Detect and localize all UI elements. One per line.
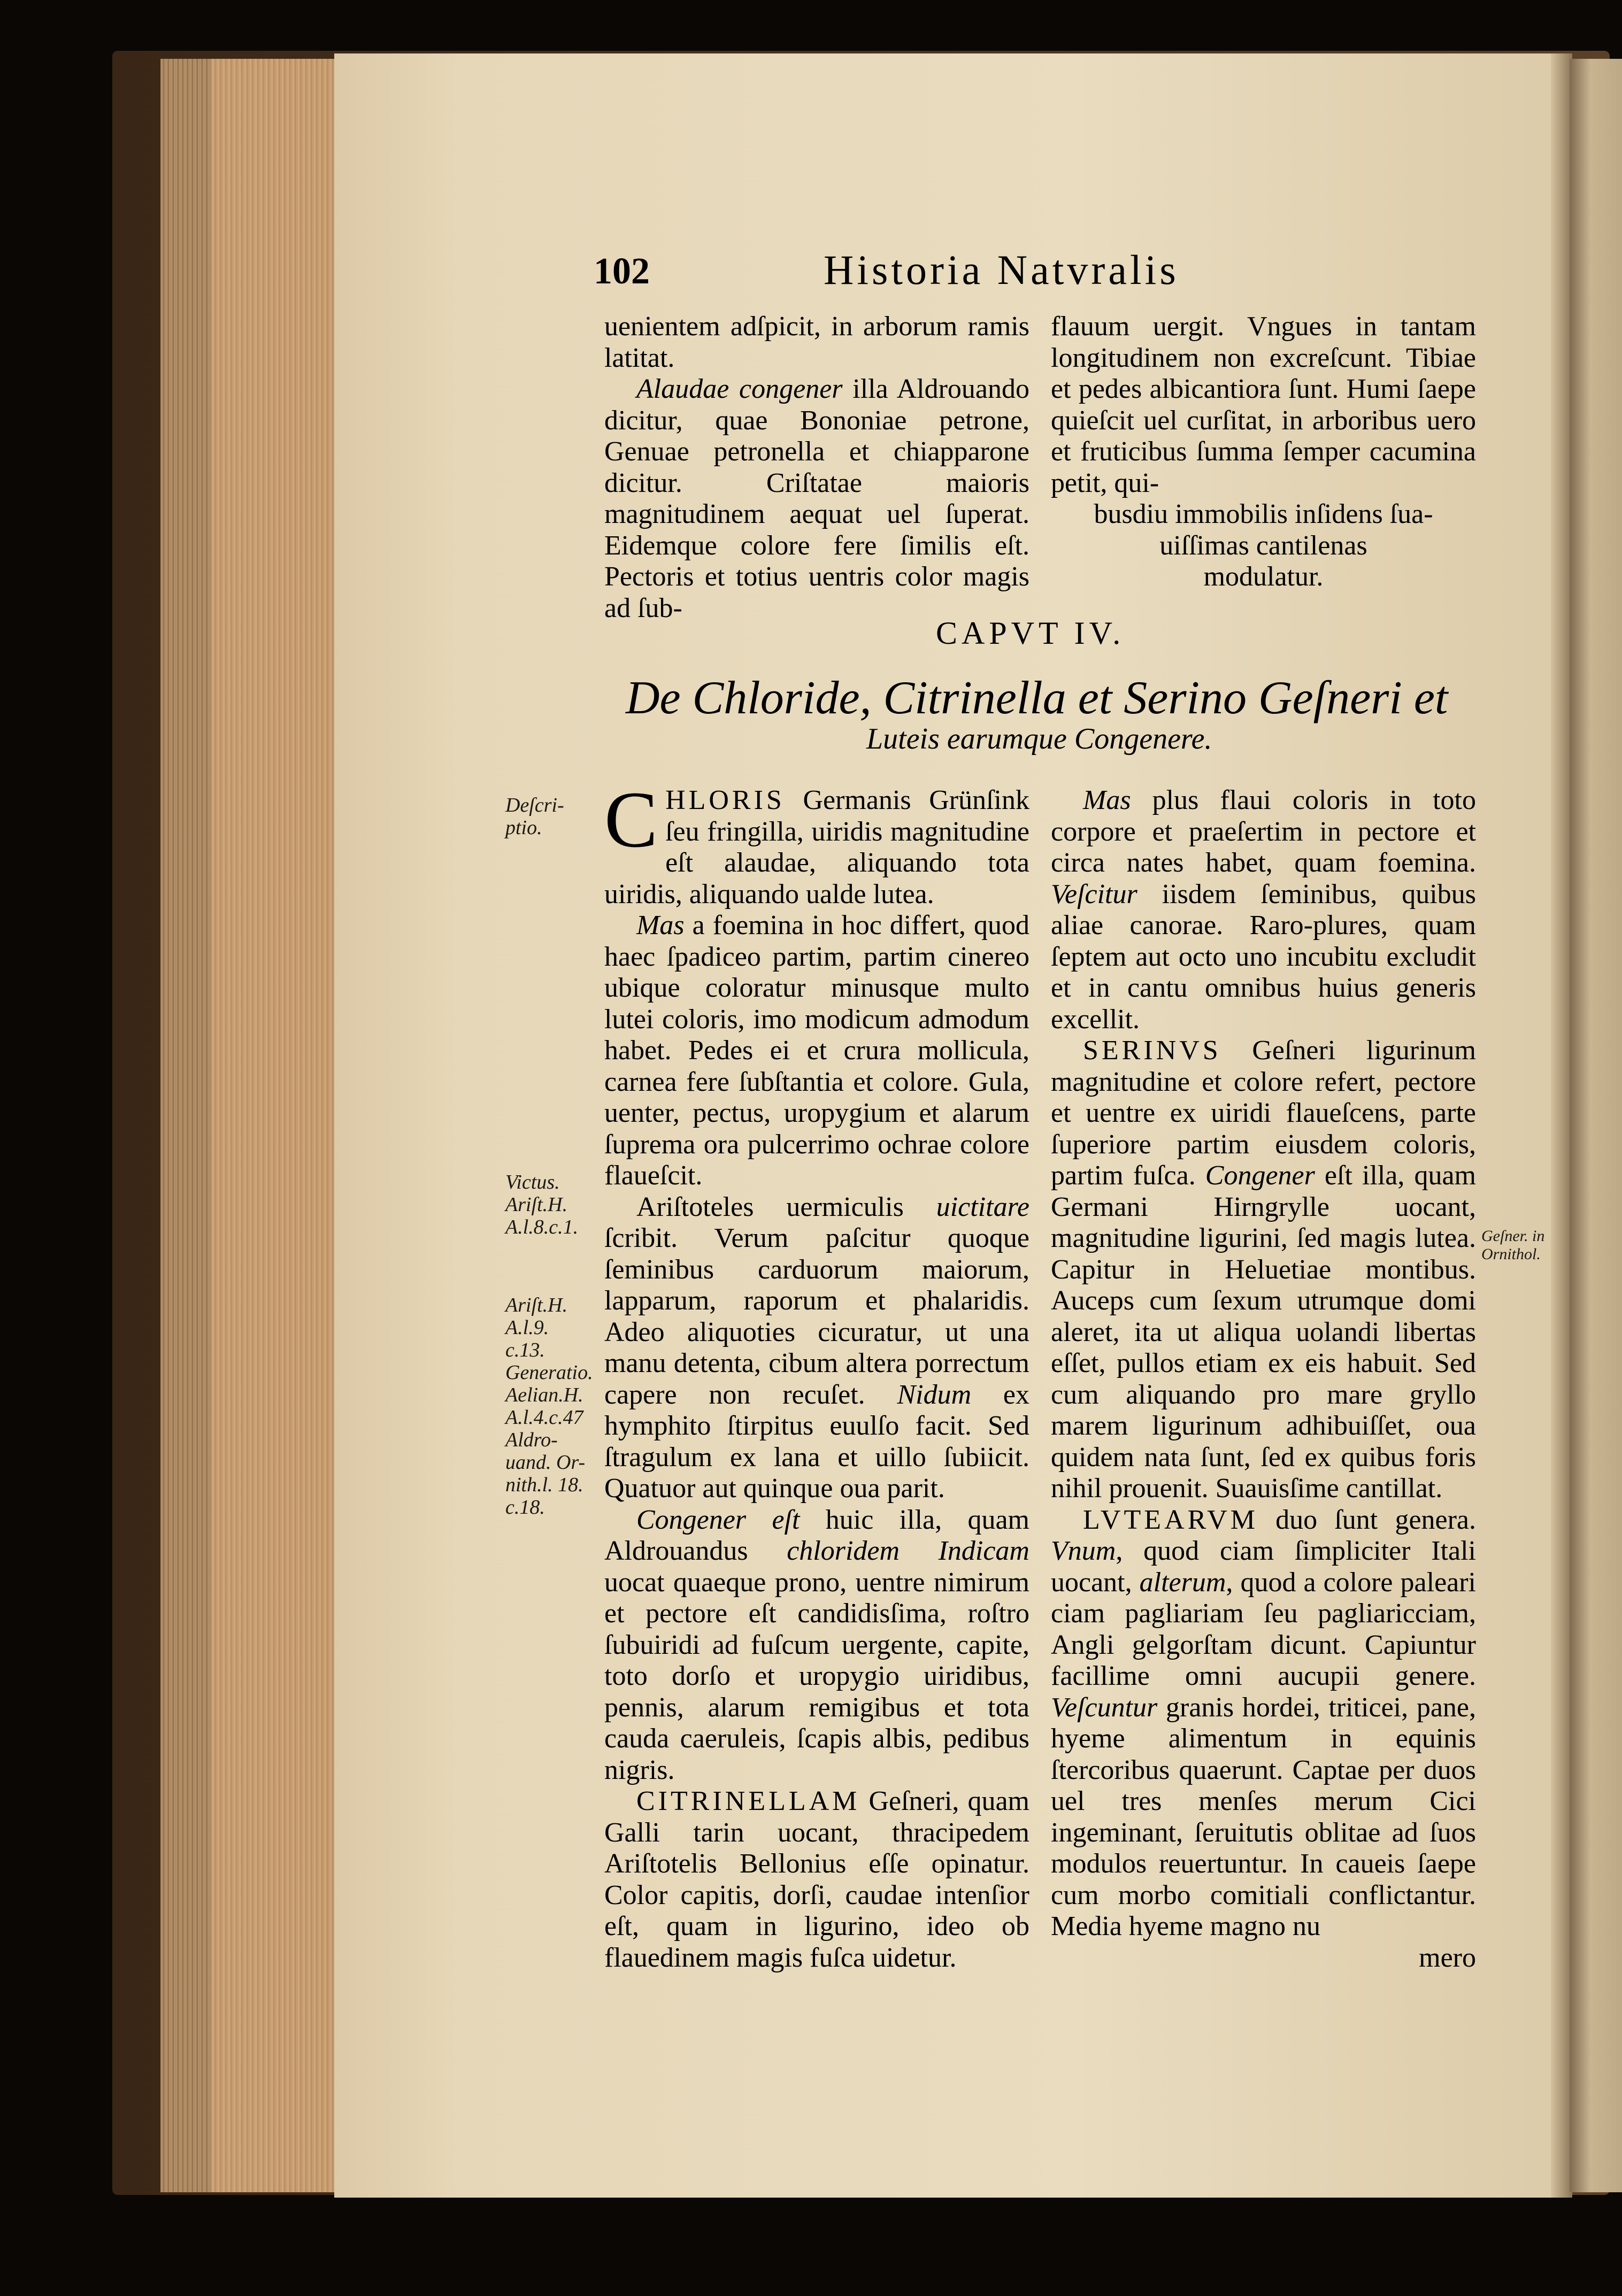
left-column (604, 775, 1029, 1974)
small-caps: SERINVS (1083, 1035, 1221, 1066)
text: , quod a colore paleari ciam pagliariam ſeu pagliaricciam, Angli gelgorſtam dicunt. Capiuntur facillime omni aucupii genere. (1051, 1567, 1476, 1691)
margin-line: Deſcri- (505, 794, 564, 816)
small-caps: CITRINELLAM (636, 1786, 860, 1816)
chapter-subtitle: Luteis earumque Congenere. (866, 722, 1212, 756)
text: plus flaui coloris in toto corpore et praeſertim in pectore et circa nates habet, quam foemina. (1051, 785, 1476, 878)
paragraph-text: Germanis Grünſink ſeu fringilla, uiridis magnitudine eſt alaudae, aliquando tota uiridis, aliquando ualde lutea. (604, 785, 1029, 910)
lead-term: Alaudae congener (636, 374, 843, 404)
italic: Nidum (897, 1379, 972, 1410)
text: , quod ciam ſimpliciter Itali uocant, (1051, 1536, 1476, 1598)
italic: chloridem Indicam (787, 1536, 1029, 1566)
text: uocat quaeque prono, uentre nimirum et pectore eſt candidisſima, roſtro ſubuiridi ad fuſcum uergente, capite, toto dorſo et uropygio uiridibus, pennis, alarum remigibus et tota cauda caeruleis, ſcapis albis, pedibus nigris. (604, 1567, 1029, 1785)
text: eſt illa, quam Germani Hirngrylle uocant, magnitudine ligurini, ſed magis lutea. Capitur in Heluetiae montibus. Auceps cum ſexum utrumque domi aleret, ita ut aliqua uolandi libertas eſſet, pullos etiam ex eis habuit. Sed cum aliquando pro mare gryllo marem ligurinum adhibuiſſet, oua quidem nata ſunt, ſed ex quibus foris nihil prouenit. Suauisſime cantillat. (1051, 1160, 1476, 1504)
facing-page-edge (1570, 59, 1622, 2192)
margin-line: ptio. (505, 816, 542, 839)
paragraph (604, 910, 1029, 1192)
paragraph (604, 1786, 1029, 1974)
margin-line: Geſner. in (1481, 1227, 1545, 1245)
text: huic illa, quam Aldrouandus (604, 1504, 1029, 1566)
text: Geſneri ligurinum magnitudine et colore refert, pectore et uentre ex uiridi flaueſcens, parte ſuperiore partim eiusdem coloris, partim fuſca. (1051, 1035, 1476, 1191)
margin-note (1481, 1227, 1544, 1263)
margin-line: c.13. (505, 1339, 545, 1361)
drop-cap: C (604, 775, 658, 864)
italic: Congener (1205, 1160, 1315, 1191)
paragraph-text: Geſneri, quam Galli tarin uocant, thracipedem Ariſtotelis Bellonius eſſe opinatur. Color capitis, dorſi, caudae intenſior eſt, quam in ligurino, ideo ob flauedinem magis fuſca uidetur. (604, 1786, 1029, 1973)
text: Ariſtoteles uermiculis (636, 1191, 936, 1222)
italic: uictitare (936, 1191, 1029, 1222)
margin-line: A.l.9. (505, 1316, 549, 1339)
margin-line: uand. Or- (505, 1451, 586, 1474)
right-column (1051, 785, 1476, 1974)
lead-term: Mas (636, 910, 685, 941)
chapter-title: De Chloride, Citrinella et Serino Geſneri et (626, 672, 1448, 724)
italic: alterum (1139, 1567, 1226, 1598)
chapter-number: CAPVT IV. (936, 615, 1125, 651)
text: ex hymphito ſtirpitus euulſo facit. Sed ſtragulum ex lana et uillo ſubiicit. Quatuor aut quinque oua parit. (604, 1379, 1029, 1504)
catchword: mero (1419, 1942, 1476, 1973)
italic: Vnum (1051, 1536, 1116, 1566)
top-left-column (604, 311, 1029, 624)
margin-line: nith.l. 18. (505, 1474, 583, 1496)
text: granis hordei, triticei, pane, hyeme alimentum in equinis ſtercoribus quaerunt. Captae per duos uel tres menſes merum Cici ingeminant, ſeruitutis oblitae ad ſuos modulos reuertuntur. In caueis ſaepe cum morbo comitiali conflictantur. Media hyeme magno nu (1051, 1692, 1476, 1941)
paragraph (1051, 1505, 1476, 1943)
paragraph-text: a foemina in hoc differt, quod haec ſpadiceo partim, partim cinereo ubique coloratur minusque multo lutei coloris, imo modicum admodum habet. Pedes ei et crura mollicula, carnea fere ſubſtantia et colore. Gula, uenter, pectus, uropygium et alarum ſuprema ora pulcerrimo ochrae colore flaueſcit. (604, 910, 1029, 1191)
lead-term: Congener eſt (636, 1504, 800, 1535)
gutter (1551, 53, 1572, 2198)
paragraph (604, 775, 1029, 910)
text: iisdem ſeminibus, quibus aliae canorae. Raro-plures, quam ſeptem aut octo uno incubitu excludit et in cantu omnibus huius generis excellit. (1051, 879, 1476, 1035)
margin-line: Ariſt.H. (505, 1193, 568, 1216)
margin-line: Aelian.H. (505, 1384, 583, 1406)
paragraph-text: illa Aldrouando dicitur, quae Bononiae petrone, Genuae petronella et chiapparone dicitur. Criſtatae maioris magnitudinem aequat uel ſuperat. Eidemque colore fere ſimilis eſt. Pectoris et totius uentris color magis ad ſub- (604, 374, 1029, 623)
margin-note (505, 1171, 578, 1238)
text: ſcribit. Verum paſcitur quoque ſeminibus carduorum maiorum, lapparum, raporum et phalaridis. Adeo aliquoties cicuratur, ut una manu detenta, cibum altera porrectum capere non recuſet. (604, 1223, 1029, 1410)
centered-line: modulatur. (1203, 561, 1324, 592)
paragraph: flauum uergit. Vngues in tantam longitudinem non excreſcunt. Tibiae et pedes albicantiora ſunt. Humi ſaepe quieſcit uel curſitat, in arboribus uero et fruticibus ſumma ſemper cacumina petit, qui- (1051, 311, 1476, 498)
margin-line: Generatio. (505, 1361, 593, 1384)
italic: Veſcitur (1051, 879, 1137, 910)
margin-line: A.l.8.c.1. (505, 1216, 579, 1238)
margin-line: Ariſt.H. (505, 1294, 568, 1316)
paragraph (604, 1192, 1029, 1505)
margin-line: c.18. (505, 1496, 545, 1519)
text: duo ſunt genera. (1258, 1504, 1476, 1535)
paragraph (604, 1505, 1029, 1786)
centered-line: busdiu immobilis inſidens ſua- (1094, 499, 1433, 529)
centered-line: uiſſimas cantilenas (1159, 530, 1367, 561)
margin-line: Aldro- (505, 1429, 558, 1451)
small-caps: HLORIS (665, 785, 785, 815)
margin-line: Victus. (505, 1171, 560, 1193)
margin-note (505, 794, 564, 839)
margin-line: A.l.4.c.47 (505, 1406, 583, 1429)
margin-note (505, 1294, 593, 1519)
margin-line: Ornithol. (1481, 1245, 1541, 1263)
italic: Veſcuntur (1051, 1692, 1158, 1723)
paragraph (1051, 785, 1476, 1035)
paragraph (604, 374, 1029, 624)
paragraph (1051, 1035, 1476, 1505)
paragraph: uenientem adſpicit, in arborum ramis latitat. (604, 311, 1029, 373)
page-number: 102 (594, 251, 650, 292)
lead-term: Mas (1083, 785, 1131, 815)
small-caps: LVTEARVM (1083, 1504, 1258, 1535)
top-right-column (1051, 311, 1476, 593)
page-edges (211, 59, 340, 2192)
running-title: Historia Natvralis (824, 246, 1179, 293)
